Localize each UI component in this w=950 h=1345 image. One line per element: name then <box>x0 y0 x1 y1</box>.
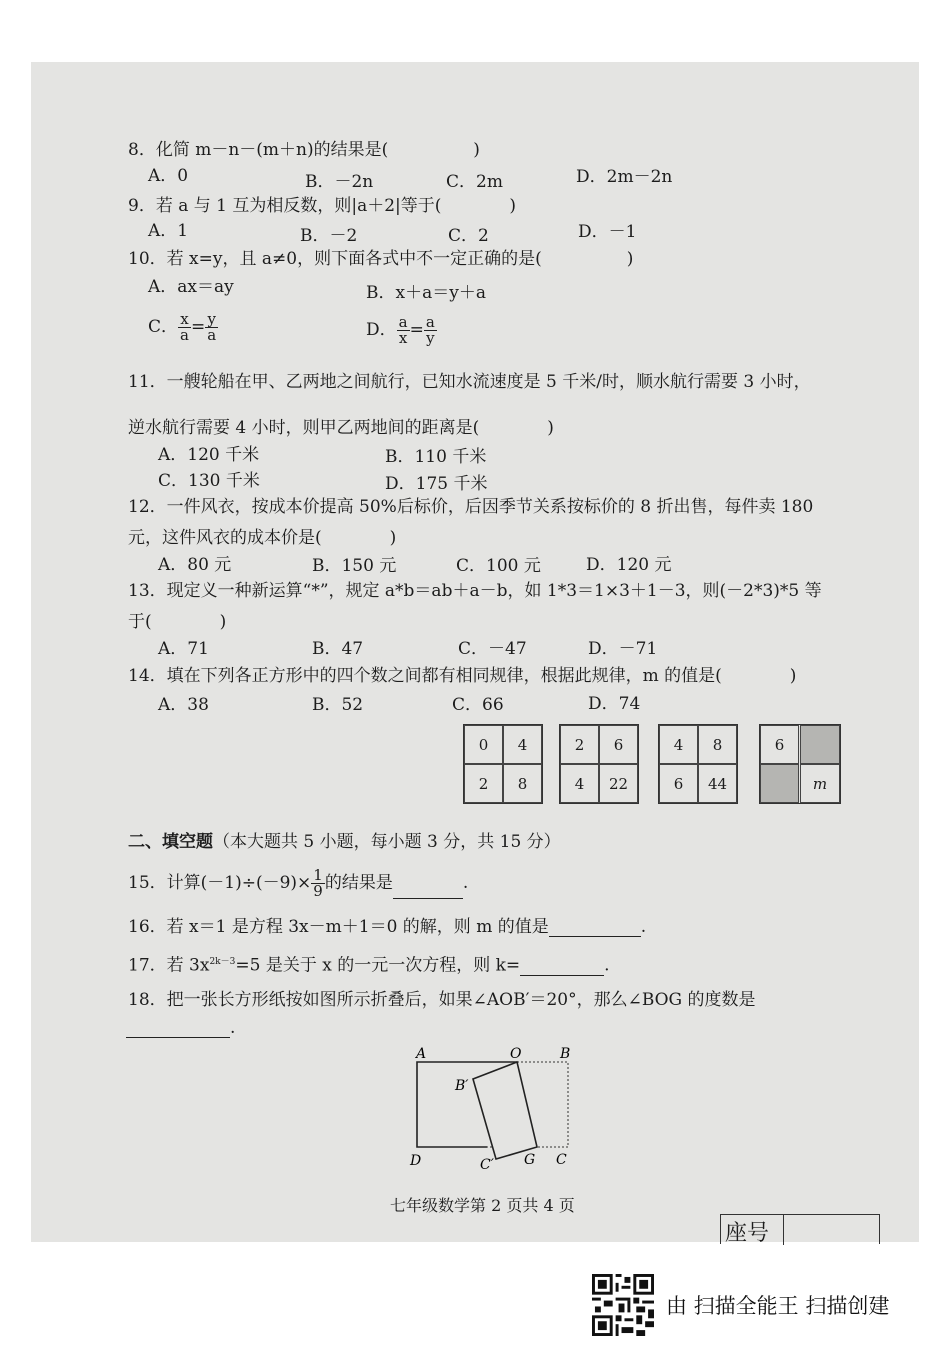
q10-option-d: D． $\frac{a}{x}$ = $\frac{a}{y}$ <box>366 313 435 347</box>
q12-line2: 元，这件风衣的成本价是( ) <box>128 528 397 548</box>
folded-paper-figure <box>400 1042 590 1174</box>
denominator: a <box>207 326 217 344</box>
q14-stem: 14．填在下列各正方形中的四个数之间都有相同规律，根据此规律，m 的值是( ) <box>128 666 797 686</box>
q17 <box>128 952 610 976</box>
seat-label: 座号 <box>725 1221 770 1246</box>
scanner-watermark: 由 扫描全能王 扫描创建 <box>666 1294 890 1318</box>
q13-option-b: B．47 <box>312 639 364 659</box>
q9-option-d: D．－1 <box>578 222 637 242</box>
denominator: y <box>426 329 435 347</box>
label-C: C <box>556 1152 567 1168</box>
denominator: x <box>398 329 408 347</box>
square-cell: 6 <box>599 725 638 764</box>
denominator: a <box>180 326 189 344</box>
q9-stem: 9．若 a 与 1 互为相反数，则|a＋2|等于( ) <box>128 196 517 216</box>
q17-pre: 17．若 3x <box>128 955 210 976</box>
q13-line1: 13．现定义一种新运算“*”，规定 a*b＝ab＋a－b，如 1*3＝1×3＋1－3，则(－2*3)*5 等 <box>128 581 822 601</box>
q18-answer-line <box>126 1018 235 1038</box>
numerator: a <box>425 313 435 331</box>
folded-flap <box>473 1062 537 1159</box>
q13-option-c: C．－47 <box>458 639 527 659</box>
qr-code-icon <box>592 1274 654 1336</box>
q8-stem: 8．化简 m－n－(m＋n)的结果是( ) <box>128 140 480 160</box>
q18-end: . <box>230 1018 236 1038</box>
q15 <box>128 868 468 899</box>
number-square-4 <box>759 724 841 804</box>
q18-answer-blank[interactable] <box>126 1021 230 1038</box>
q14-option-a: A．38 <box>158 695 209 715</box>
section-2-note: （本大题共 5 小题，每小题 3 分，共 15 分） <box>213 832 561 852</box>
seat-divider <box>783 1215 784 1245</box>
q18-text: 18．把一张长方形纸按如图所示折叠后，如果∠AOB′＝20°，那么∠BOG 的度数是 <box>128 990 756 1010</box>
square-cell: 4 <box>560 764 599 803</box>
square-cell: 6 <box>659 764 698 803</box>
q10-option-a: A．ax＝ay <box>148 277 234 297</box>
q8-option-d: D．2m－2n <box>576 167 673 187</box>
shaded-cell <box>800 725 840 764</box>
square-cell: 6 <box>760 725 799 764</box>
q16 <box>128 917 646 937</box>
q17-post: =5 是关于 x 的一元一次方程，则 k= <box>235 955 521 976</box>
square-cell: 22 <box>599 764 638 803</box>
numerator: x <box>178 312 191 328</box>
q12-option-c: C．100 元 <box>456 556 541 576</box>
label-B: B <box>560 1046 571 1062</box>
label-C-prime: C′ <box>480 1157 494 1173</box>
q8-option-c: C．2m <box>446 172 503 192</box>
q12-option-a: A．80 元 <box>158 555 232 575</box>
square-cell: 4 <box>659 725 698 764</box>
section-2-header <box>128 832 561 852</box>
seat-number-box <box>720 1214 880 1244</box>
page-footer: 七年级数学第 2 页共 4 页 <box>390 1196 575 1215</box>
label-B-prime: B′ <box>455 1078 469 1094</box>
q14-option-c: C．66 <box>452 695 504 715</box>
fraction <box>205 312 218 343</box>
q15-post: 的结果是 <box>324 873 393 893</box>
square-cell: 8 <box>698 725 737 764</box>
q11-option-c: C．130 千米 <box>158 471 260 491</box>
number-square-2 <box>559 724 639 804</box>
q10-option-d-label: D． <box>366 320 397 340</box>
numerator: a <box>398 313 408 331</box>
square-cell: 2 <box>560 725 599 764</box>
q13-line2: 于( ) <box>128 612 227 632</box>
q11-line2: 逆水航行需要 4 小时，则甲乙两地间的距离是( ) <box>128 418 554 438</box>
q15-answer-blank[interactable] <box>393 882 463 899</box>
square-cell: 44 <box>698 764 737 803</box>
fraction <box>311 868 325 899</box>
q14-option-b: B．52 <box>312 695 364 715</box>
q17-end: . <box>604 955 610 976</box>
q17-answer-blank[interactable] <box>520 959 604 976</box>
square-cell: 2 <box>464 764 503 803</box>
fraction <box>397 315 410 346</box>
q15-end: . <box>462 873 469 893</box>
square-cell-m: m <box>800 764 840 803</box>
square-cell: 4 <box>503 725 542 764</box>
q11-option-d: D．175 千米 <box>385 474 488 494</box>
q10-option-c-label: C． <box>148 317 179 337</box>
q11-line1: 11．一艘轮船在甲、乙两地之间航行，已知水流速度是 5 千米/时，顺水航行需要 3 小时， <box>128 372 811 392</box>
q12-line1: 12．一件风衣，按成本价提高 50%后标价，后因季节关系按标价的 8 折出售，每件卖 180 <box>128 497 814 517</box>
square-cell: 0 <box>464 725 503 764</box>
q10-stem: 10．若 x=y，且 a≠0，则下面各式中不一定正确的是( ) <box>128 249 634 269</box>
q9-option-b: B．－2 <box>300 226 358 246</box>
numerator: 1 <box>313 866 323 884</box>
q12-option-b: B．150 元 <box>312 556 397 576</box>
q15-pre: 15．计算(－1)÷(－9)× <box>128 873 312 893</box>
q11-option-b: B．110 千米 <box>385 447 487 467</box>
q8-option-b: B．－2n <box>305 172 374 192</box>
q13-option-a: A．71 <box>158 639 209 659</box>
number-square-1 <box>463 724 543 804</box>
q8-option-a: A．0 <box>148 166 189 186</box>
number-square-3 <box>658 724 738 804</box>
section-2-title: 二、填空题 <box>128 832 213 852</box>
q17-exponent: 2k－3 <box>209 957 236 967</box>
label-G: G <box>524 1152 536 1168</box>
numerator: y <box>205 312 218 328</box>
q10-option-b: B．x＋a＝y＋a <box>366 283 486 303</box>
q9-option-c: C．2 <box>448 226 489 246</box>
label-A: A <box>416 1046 427 1062</box>
square-cell: 8 <box>503 764 542 803</box>
q10-option-c: C． $\frac{x}{a}$ = $\frac{y}{a}$ <box>148 310 217 344</box>
label-O: O <box>510 1046 522 1062</box>
shaded-cell <box>760 764 799 803</box>
q12-option-d: D．120 元 <box>586 555 672 575</box>
q16-text: 16．若 x＝1 是方程 3x－m＋1＝0 的解，则 m 的值是 <box>128 917 549 937</box>
fraction <box>178 312 191 343</box>
q13-option-d: D．－71 <box>588 639 658 659</box>
denominator: 9 <box>313 882 323 900</box>
q14-option-d: D．74 <box>588 694 641 714</box>
q16-answer-blank[interactable] <box>549 920 641 937</box>
fraction <box>424 315 437 346</box>
q11-option-a: A．120 千米 <box>158 445 260 465</box>
q9-option-a: A．1 <box>148 221 189 241</box>
q16-end: . <box>640 917 647 937</box>
label-D: D <box>410 1153 422 1169</box>
